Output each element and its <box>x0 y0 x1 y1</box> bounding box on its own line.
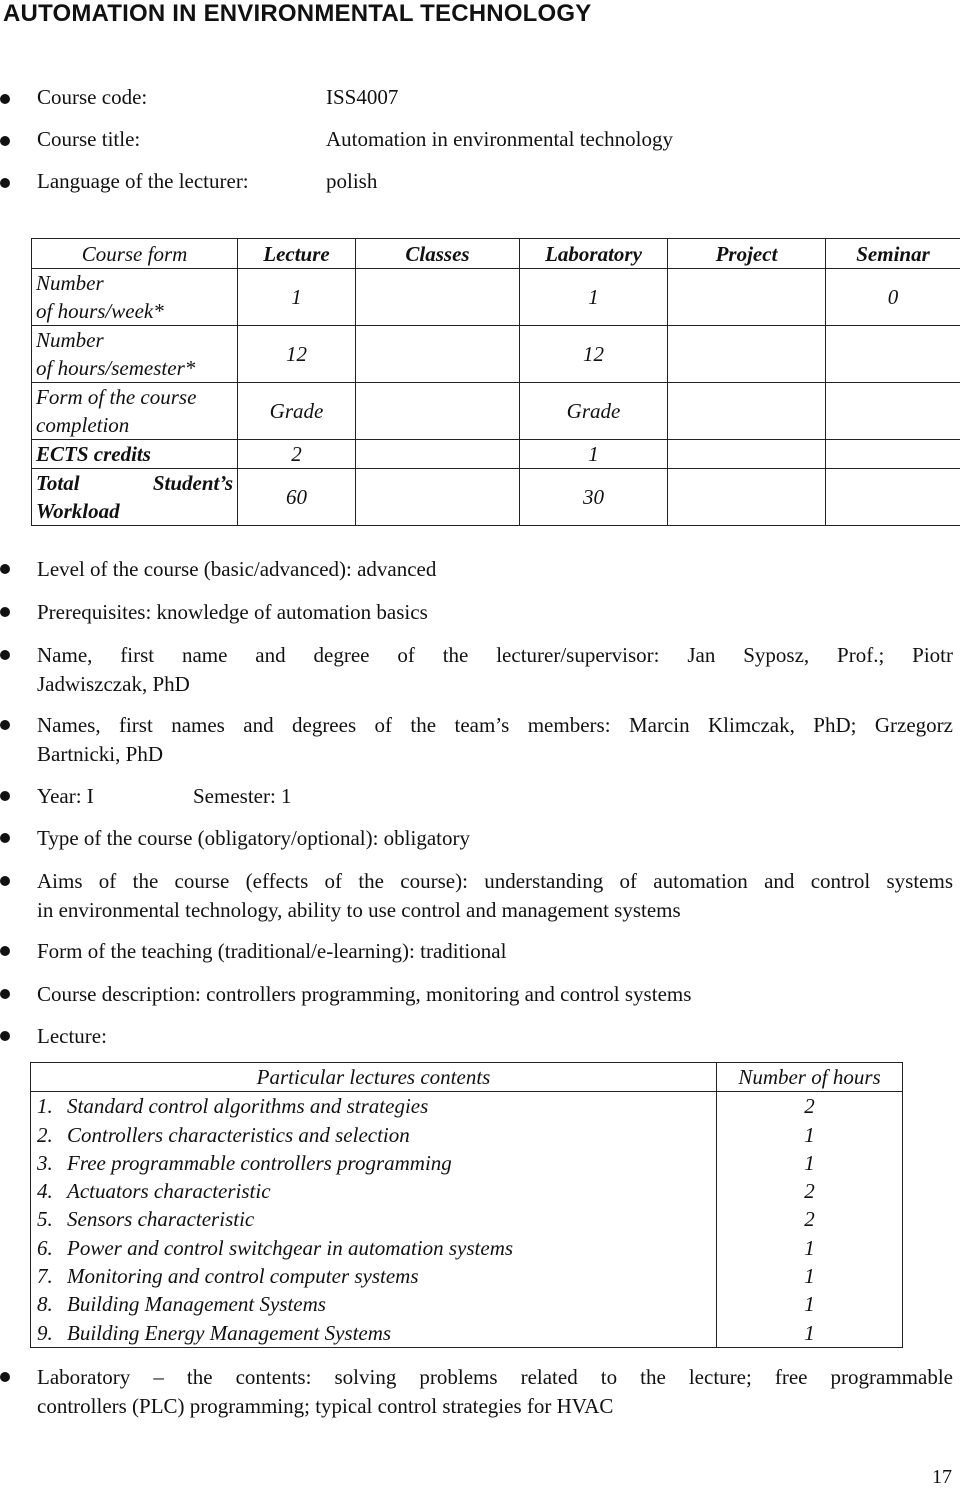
course-form-table <box>31 238 960 526</box>
row-label: ECTS credits <box>32 440 238 469</box>
course-level-text: Level of the course (basic/advanced): advanced <box>37 557 437 581</box>
table-cell: Grade <box>238 383 356 440</box>
course-title-label: Course title: <box>37 127 141 151</box>
team-members-text: Names, first names and degrees of the team’s members: Marcin Klimczak, PhD; Grzegorz Bartnicki, PhD <box>37 713 953 766</box>
table-cell <box>356 469 520 526</box>
bullet <box>0 1372 10 1382</box>
table-cell: 12 <box>520 326 668 383</box>
language-label: Language of the lecturer: <box>37 169 249 193</box>
table-row <box>31 1092 903 1121</box>
teaching-form-text: Form of the teaching (traditional/e-learning): traditional <box>37 939 507 963</box>
semester-text: Semester: 1 <box>193 784 292 808</box>
lecture-topic: 3. Free programmable controllers programming <box>31 1149 717 1177</box>
column-header: Laboratory <box>520 239 668 269</box>
bullet <box>0 791 10 801</box>
bullet <box>0 178 10 188</box>
lecture-hours: 1 <box>717 1319 903 1348</box>
table-row <box>31 1149 903 1177</box>
lecture-topic: 8. Building Management Systems <box>31 1290 717 1318</box>
lecture-heading: Lecture: <box>37 1024 107 1048</box>
aims-text: Aims of the course (effects of the course): understanding of automation and control systems in environmental technology, ability to use control and management systems <box>37 869 953 922</box>
lecture-hours: 2 <box>717 1205 903 1233</box>
table-cell: Grade <box>520 383 668 440</box>
lecture-hours: 2 <box>717 1177 903 1205</box>
lecture-topic: 9. Building Energy Management Systems <box>31 1319 717 1348</box>
table-cell: 1 <box>520 440 668 469</box>
table-cell <box>356 383 520 440</box>
table-cell <box>826 383 960 440</box>
bullet <box>0 720 10 730</box>
bullet <box>0 876 10 886</box>
lecture-hours: 1 <box>717 1121 903 1149</box>
row-label: Number of hours/semester* <box>32 326 238 383</box>
bullet <box>0 136 10 146</box>
table-row <box>32 440 960 469</box>
bullet <box>0 650 10 660</box>
lecturer-text: Name, first name and degree of the lecturer/supervisor: Jan Syposz, Prof.; Piotr Jadwiszczak, PhD <box>37 643 953 696</box>
bullet <box>0 94 10 104</box>
lecture-topic: 4. Actuators characteristic <box>31 1177 717 1205</box>
table-row <box>31 1121 903 1149</box>
column-header: Seminar <box>826 239 960 269</box>
course-title-value: Automation in environmental technology <box>326 127 674 151</box>
table-cell: 12 <box>238 326 356 383</box>
table-cell: 30 <box>520 469 668 526</box>
table-row <box>32 469 960 526</box>
row-label: Total Student’s Workload <box>32 469 238 526</box>
lecture-hours: 1 <box>717 1290 903 1318</box>
bullet <box>0 833 10 843</box>
table-row <box>31 1319 903 1348</box>
column-header: Lecture <box>238 239 356 269</box>
column-header: Number of hours <box>717 1063 903 1092</box>
table-header-row <box>32 239 960 269</box>
table-cell <box>356 440 520 469</box>
table-cell: 1 <box>520 269 668 326</box>
lecture-hours: 2 <box>717 1092 903 1121</box>
lecture-topic: 1. Standard control algorithms and strategies <box>31 1092 717 1121</box>
bullet <box>0 946 10 956</box>
table-cell <box>668 269 826 326</box>
column-header: Particular lectures contents <box>31 1063 717 1092</box>
table-header-row <box>31 1063 903 1092</box>
table-cell <box>668 383 826 440</box>
course-type-text: Type of the course (obligatory/optional): obligatory <box>37 826 471 850</box>
lecture-topic: 5. Sensors characteristic <box>31 1205 717 1233</box>
table-row <box>31 1290 903 1318</box>
table-cell <box>826 469 960 526</box>
table-row <box>31 1177 903 1205</box>
prerequisites-text: Prerequisites: knowledge of automation basics <box>37 600 428 624</box>
table-cell <box>826 440 960 469</box>
course-code-label: Course code: <box>37 85 148 109</box>
document-title: AUTOMATION IN ENVIRONMENTAL TECHNOLOGY <box>3 0 592 27</box>
table-row <box>31 1262 903 1290</box>
lecture-hours: 1 <box>717 1262 903 1290</box>
table-row <box>32 383 960 440</box>
row-label: Number of hours/week* <box>32 269 238 326</box>
lecture-hours: 1 <box>717 1234 903 1262</box>
bullet <box>0 1031 10 1041</box>
table-cell <box>668 469 826 526</box>
language-value: polish <box>326 169 378 193</box>
table-cell: 2 <box>238 440 356 469</box>
table-cell <box>826 326 960 383</box>
bullet <box>0 607 10 617</box>
column-header: Course form <box>32 239 238 269</box>
bullet <box>0 564 10 574</box>
lecture-topic: 6. Power and control switchgear in automation systems <box>31 1234 717 1262</box>
lecture-topic: 7. Monitoring and control computer systems <box>31 1262 717 1290</box>
course-code-value: ISS4007 <box>326 85 399 109</box>
table-row <box>31 1234 903 1262</box>
table-cell <box>356 269 520 326</box>
bullet <box>0 989 10 999</box>
lectures-table <box>30 1062 903 1348</box>
table-cell: 60 <box>238 469 356 526</box>
table-cell <box>668 440 826 469</box>
row-label: Form of the course completion <box>32 383 238 440</box>
table-row <box>32 326 960 383</box>
column-header: Classes <box>356 239 520 269</box>
table-row <box>32 269 960 326</box>
table-cell <box>668 326 826 383</box>
table-cell: 1 <box>238 269 356 326</box>
table-cell <box>356 326 520 383</box>
page-number: 17 <box>932 1466 952 1488</box>
column-header: Project <box>668 239 826 269</box>
table-row <box>31 1205 903 1233</box>
course-description-text: Course description: controllers programming, monitoring and control systems <box>37 982 692 1006</box>
lecture-topic: 2. Controllers characteristics and selection <box>31 1121 717 1149</box>
year-text: Year: I <box>37 784 94 808</box>
lecture-hours: 1 <box>717 1149 903 1177</box>
table-cell: 0 <box>826 269 960 326</box>
laboratory-text: Laboratory – the contents: solving problems related to the lecture; free programmable controllers (PLC) programming; typical control strategies for HVAC <box>37 1365 953 1418</box>
